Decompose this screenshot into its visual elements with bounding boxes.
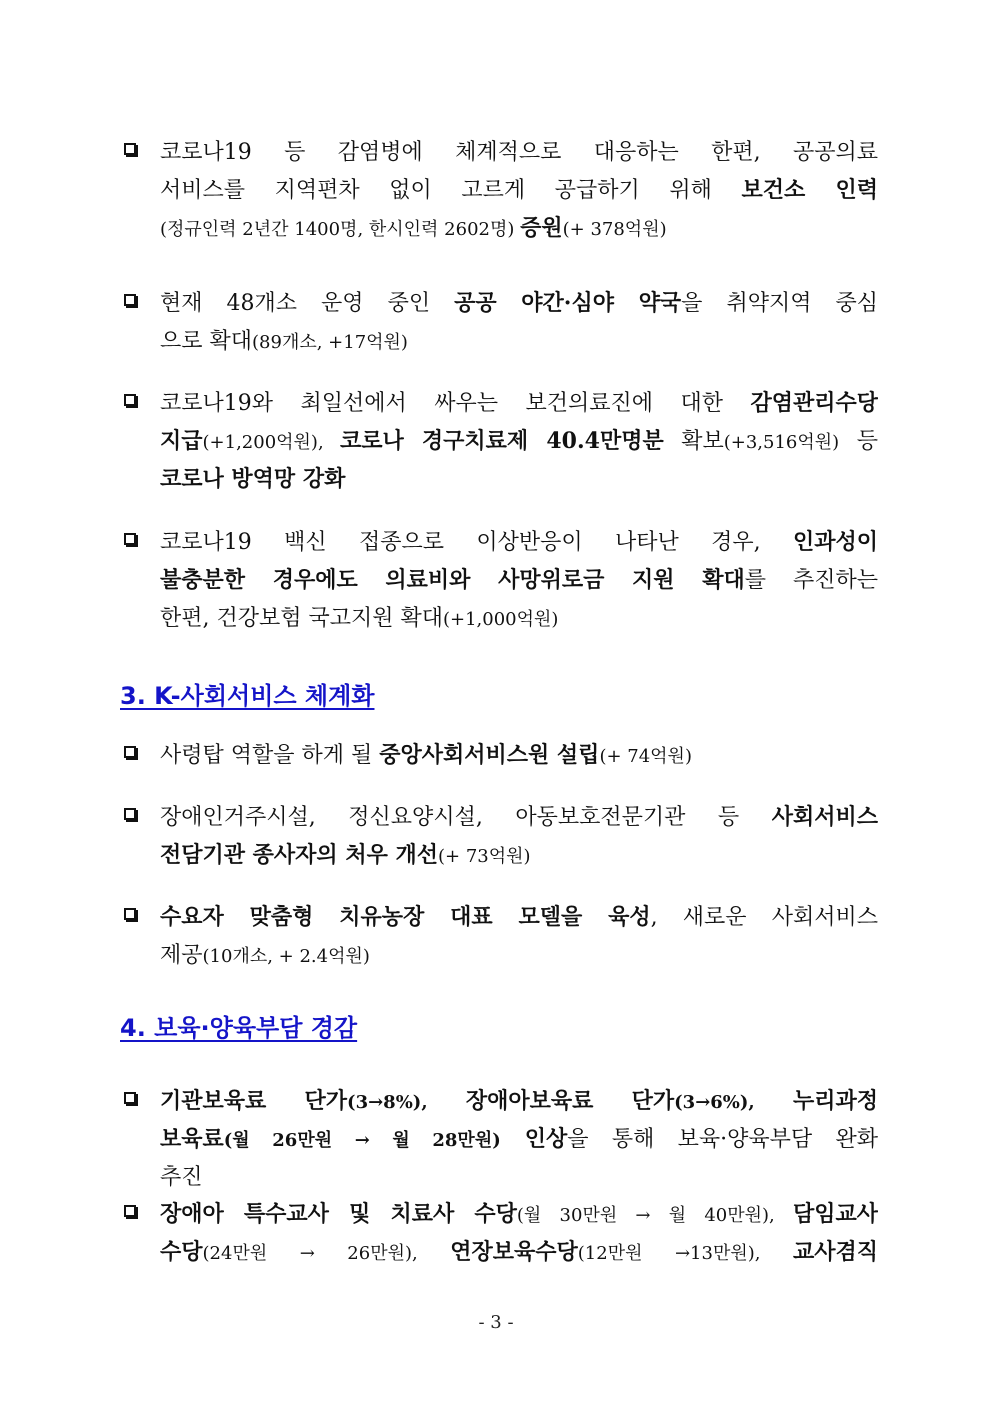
text-segment: 전담기관 종사자의 처우 개선 [160, 842, 439, 868]
text-line [160, 799, 878, 836]
text-segment: (89개소, +17억원) [252, 332, 408, 353]
text-line [160, 210, 878, 247]
text-segment: (월 26만원 → 월 28만원) [223, 1130, 501, 1151]
text-line [160, 423, 878, 460]
text-line [160, 1083, 878, 1120]
checkbox-bullet-icon [124, 908, 136, 920]
text-segment: 현재 48개소 운영 중인 [160, 291, 455, 316]
text-line [160, 1121, 878, 1158]
text-segment: 장애아 특수교사 및 치료사 수당 [160, 1201, 517, 1227]
text-segment: 을 통해 보육·양육부담 완화 [567, 1127, 878, 1152]
text-segment: (+1,200억원), [202, 432, 340, 453]
text-segment: 코로나 경구치료제 40.4만명분 [339, 428, 664, 454]
checkbox-bullet-icon [124, 1092, 136, 1104]
text-line [160, 1234, 878, 1271]
text-segment: 수요자 맞춤형 치유농장 대표 모델을 육성 [160, 904, 651, 930]
text-segment: 불충분한 경우에도 의료비와 사망위로금 지원 확대 [160, 567, 745, 593]
text-segment: 사령탑 역할을 하게 될 [160, 743, 380, 768]
text-segment: (+ 378억원) [562, 219, 667, 240]
text-segment: 수당 [160, 1239, 203, 1265]
text-segment: 등 [839, 429, 878, 454]
text-segment: 증원 [520, 215, 563, 241]
text-line [160, 937, 878, 974]
text-segment: (12만원 →13만원), [577, 1243, 793, 1264]
checkbox-bullet-icon [124, 746, 136, 758]
text-segment: 감염관리수당 [750, 390, 878, 416]
text-segment: 추진 [160, 1165, 203, 1190]
text-segment: 코로나 방역망 강화 [160, 466, 346, 492]
text-line [160, 899, 878, 936]
text-segment: (정규인력 2년간 1400명, 한시인력 2602명) [160, 219, 521, 240]
text-segment: 를 추진하는 [744, 568, 878, 593]
text-segment: 교사겸직 [793, 1239, 878, 1265]
text-segment: 확보 [663, 429, 724, 454]
page-number: - 3 - [478, 1312, 514, 1333]
text-segment: 을 취약지역 중심 [681, 291, 878, 316]
text-segment: 인상 [500, 1126, 568, 1152]
text-segment: 으로 확대 [160, 329, 253, 354]
text-segment: 한편, 건강보험 국고지원 확대 [160, 606, 443, 631]
text-segment: 연장보육수당 [450, 1239, 578, 1265]
text-segment: 사회서비스 [771, 804, 878, 830]
text-segment: (+1,000억원) [443, 609, 559, 630]
text-segment: (월 30만원 → 월 40만원), [516, 1205, 793, 1226]
text-line [160, 562, 878, 599]
text-segment: (+ 73억원) [438, 846, 531, 867]
text-segment: 보건소 인력 [741, 177, 878, 203]
text-segment: (3→6%), [674, 1092, 755, 1113]
text-line [160, 285, 878, 322]
text-segment: (10개소, + 2.4억원) [202, 946, 370, 967]
text-segment: (3→8%), [347, 1092, 428, 1113]
text-segment: 장애아보육료 단가 [427, 1088, 675, 1114]
text-segment: 코로나19 등 감염병에 체계적으로 대응하는 한편, 공공의료 [160, 140, 878, 165]
text-line [160, 737, 878, 774]
text-line [160, 461, 878, 498]
checkbox-bullet-icon [124, 294, 136, 306]
text-segment: 지급 [160, 428, 203, 454]
text-segment: 담임교사 [792, 1201, 878, 1227]
text-segment: 제공 [160, 943, 203, 968]
text-segment: 기관보육료 단가 [160, 1088, 348, 1114]
text-line [160, 1159, 878, 1196]
checkbox-bullet-icon [124, 143, 136, 155]
text-segment: 누리과정 [754, 1088, 878, 1114]
text-line [160, 134, 878, 171]
text-segment: (+3,516억원) [723, 432, 840, 453]
section-heading-social-services: 3. K-사회서비스 체계화 [120, 682, 375, 710]
text-line [160, 524, 878, 561]
text-line [160, 172, 878, 209]
text-line [160, 385, 878, 422]
text-segment: 인과성이 [792, 529, 878, 555]
text-segment: 코로나19와 최일선에서 싸우는 보건의료진에 대한 [160, 391, 751, 416]
text-line [160, 837, 878, 874]
text-segment: (+ 74억원) [599, 746, 692, 767]
text-line [160, 323, 878, 360]
checkbox-bullet-icon [124, 394, 136, 406]
text-line [160, 1196, 878, 1233]
text-segment: (24만원 → 26만원), [202, 1243, 451, 1264]
checkbox-bullet-icon [124, 808, 136, 820]
text-segment: 서비스를 지역편차 없이 고르게 공급하기 위해 [160, 178, 742, 203]
text-segment: , 새로운 사회서비스 [650, 905, 878, 930]
text-segment: 코로나19 백신 접종으로 이상반응이 나타난 경우, [160, 530, 793, 555]
text-segment: 보육료 [160, 1126, 224, 1152]
text-line [160, 600, 878, 637]
text-segment: 장애인거주시설, 정신요양시설, 아동보호전문기관 등 [160, 805, 772, 830]
text-segment: 공공 야간·심야 약국 [454, 290, 682, 316]
checkbox-bullet-icon [124, 1205, 136, 1217]
text-segment: 중앙사회서비스원 설립 [379, 742, 600, 768]
checkbox-bullet-icon [124, 533, 136, 545]
section-heading-childcare: 4. 보육·양육부담 경감 [120, 1014, 358, 1042]
